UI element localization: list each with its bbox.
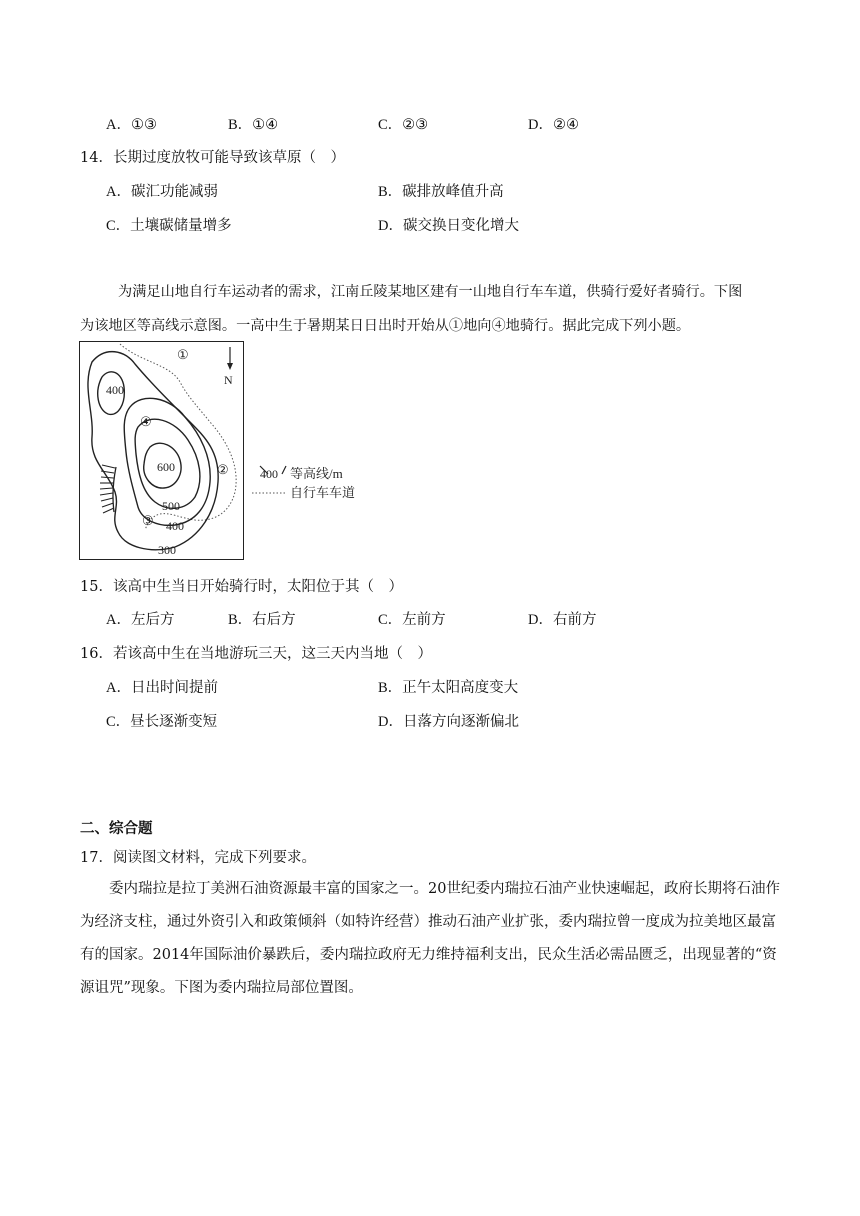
q17-passage: [80, 873, 780, 1005]
q14-stem: 14．长期过度放牧可能导致该草原（ ）: [80, 150, 345, 166]
option-text: 碳汇功能减弱: [130, 184, 218, 200]
q16-option-a: [106, 676, 218, 697]
option-label: B．: [378, 184, 403, 200]
option-text: ②④: [552, 117, 579, 133]
option-label: D．: [378, 714, 403, 730]
option-text: 昼长逐渐变短: [130, 714, 218, 730]
contour-label-300: 300: [158, 543, 176, 557]
q16-option-d: [378, 710, 519, 731]
q14-option-d: [378, 214, 519, 235]
option-text: 左前方: [402, 612, 446, 628]
option-text: 右前方: [552, 612, 597, 628]
option-label: D．: [528, 612, 553, 628]
option-text: ①③: [130, 117, 157, 133]
q16-stem: 16．若该高中生在当地游玩三天，这三天内当地（ ）: [80, 646, 432, 662]
q17-paragraph: 委内瑞拉是拉丁美洲石油资源最丰富的国家之一。20世纪委内瑞拉石油产业快速崛起，政府长期将石油作为经济支柱，通过外资引入和政策倾斜（如特许经营）推动石油产业扩张，委内瑞拉曾一度成为拉美地区最富有的国家。2014年国际油价暴跌后，委内瑞拉政府无力维持福利支出，民众生活必需品匮乏，出现显著的“资源诅咒”现象。下图为委内瑞拉局部位置图。: [80, 881, 780, 996]
option-label: C．: [106, 714, 131, 730]
q15-option-b: [228, 608, 296, 629]
contour-label-400: 400: [166, 519, 184, 533]
point-1-label: ①: [177, 347, 189, 362]
option-label: A．: [106, 680, 131, 696]
option-label: D．: [528, 117, 553, 133]
q13-option-a: [106, 113, 157, 134]
q14-option-b: [378, 180, 504, 201]
option-label: C．: [378, 612, 403, 628]
option-text: 日出时间提前: [130, 680, 218, 696]
point-2-label: ②: [217, 462, 229, 477]
q16-option-c: [106, 710, 217, 731]
contour-map: [79, 341, 244, 560]
option-text: 碳交换日变化增大: [402, 218, 519, 234]
option-label: D．: [378, 218, 403, 234]
contour-label-400-west: 400: [106, 383, 124, 397]
option-label: B．: [228, 612, 253, 628]
section-heading: 二、综合题: [80, 820, 153, 837]
option-label: A．: [106, 612, 131, 628]
contour-label-600: 600: [157, 460, 175, 474]
legend-contour-label: 等高线/m: [290, 466, 343, 481]
q13-option-c: [378, 113, 428, 134]
passage2-line1: 为满足山地自行车运动者的需求，江南丘陵某地区建有一山地自行车车道，供骑行爱好者骑行。下图: [118, 284, 743, 300]
q15-option-a: [106, 608, 174, 629]
map-legend: [246, 462, 376, 504]
option-text: 日落方向逐渐偏北: [402, 714, 519, 730]
legend-path-label: 自行车车道: [290, 485, 356, 500]
point-3-label: ③: [142, 513, 154, 528]
q13-option-b: [228, 113, 278, 134]
q15-option-d: [528, 608, 596, 629]
option-label: C．: [106, 218, 131, 234]
option-text: 碳排放峰值升高: [402, 184, 504, 200]
q16-option-b: [378, 676, 518, 697]
north-label: N: [224, 373, 233, 387]
option-text: ①④: [252, 117, 279, 133]
passage2-line2: 为该地区等高线示意图。一高中生于暑期某日日出时开始从①地向④地骑行。据此完成下列小题。: [80, 318, 691, 334]
legend-contour-value: 400: [260, 467, 278, 481]
q17-stem: 17．阅读图文材料，完成下列要求。: [80, 850, 316, 866]
option-label: B．: [378, 680, 403, 696]
option-label: C．: [378, 117, 403, 133]
option-label: A．: [106, 117, 131, 133]
option-text: 正午太阳高度变大: [402, 680, 519, 696]
option-text: 右后方: [252, 612, 296, 628]
option-label: A．: [106, 184, 131, 200]
contour-label-500: 500: [162, 499, 180, 513]
q15-option-c: [378, 608, 446, 629]
option-text: 土壤碳储量增多: [130, 218, 232, 234]
q14-option-c: [106, 214, 232, 235]
q15-stem: 15．该高中生当日开始骑行时，太阳位于其（ ）: [80, 579, 403, 595]
option-text: ②③: [402, 117, 429, 133]
option-label: B．: [228, 117, 253, 133]
option-text: 左后方: [130, 612, 175, 628]
q13-option-d: [528, 113, 579, 134]
point-4-label: ④: [140, 414, 152, 429]
q14-option-a: [106, 180, 218, 201]
